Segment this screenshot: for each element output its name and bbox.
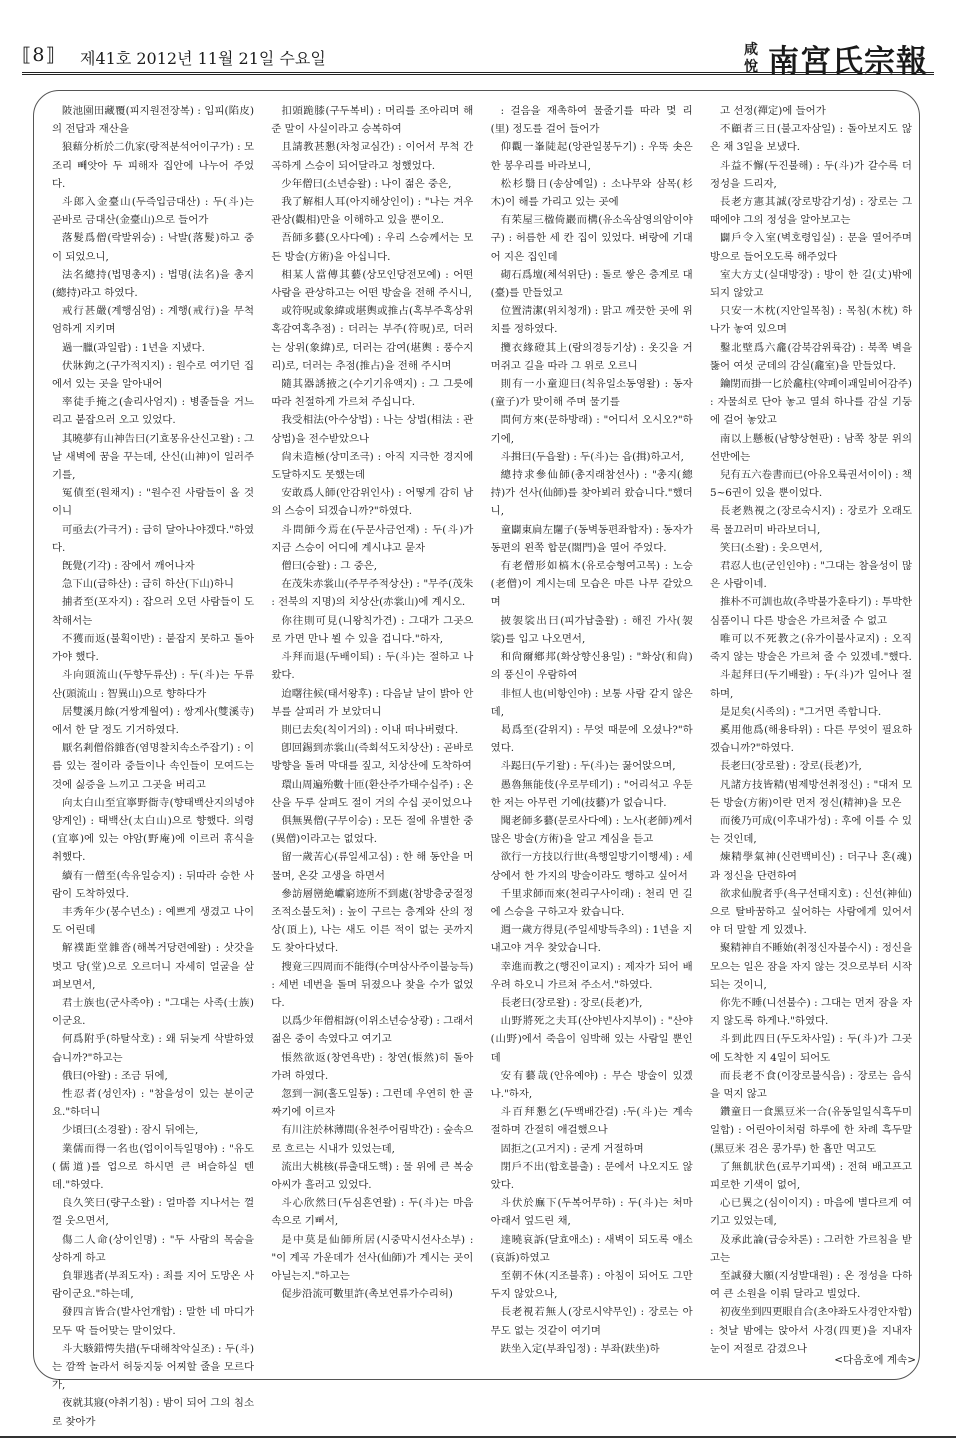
- paragraph: 不獲而返(불획이반) : 붙잡지 못하고 돌아가야 했다.: [52, 632, 254, 664]
- paragraph: 初夜坐到四更眼自合(초야좌도사경안자합) : 첫날 밤에는 앉아서 사경(四更)을 지내자 눈이 저절로 감겼으나: [709, 1306, 912, 1355]
- header-rule: [22, 72, 934, 78]
- page-header: [0, 0, 956, 80]
- paragraph: 童闢東扃左闥子(동벽동편좌합자) : 동자가 동편의 왼쪽 합문(閤門)을 열어 주었다.: [490, 523, 693, 554]
- paragraph: 達曉哀訴(달효애소) : 새벽이 되도록 애소(哀訴)하였고: [490, 1233, 693, 1264]
- paragraph: 斗郎入金臺山(두즉입금대산) : 두(斗)는 곧바로 금대산(金臺山)으로 들어가: [52, 196, 254, 227]
- paragraph: 俱無異僧(구무이승) : 모든 절에 유별한 중(異僧)이라고는 없었다.: [271, 814, 474, 846]
- paragraph: 位置淸潔(위치청개) : 맑고 깨끗한 곳에 위치를 정하였다.: [490, 305, 693, 336]
- issue-date: 제41호 2012년 11월 21일 수요일: [80, 49, 326, 68]
- page-number: ⟦8⟧: [22, 44, 56, 66]
- paragraph: 長老熟視之(장로숙시지) : 장로가 오래도록 물끄러미 바라보더니,: [709, 505, 912, 536]
- paragraph: 少頃曰(소경왈) : 잠시 뒤에는,: [62, 1124, 199, 1137]
- paragraph: 週一歲方得見(주일세방득추의) : 1년을 지내고야 겨우 찾았습니다.: [490, 924, 693, 955]
- paragraph: 性忍者(성인자) : "참을성이 있는 분이군요."하더니: [52, 1087, 254, 1119]
- paragraph: 斗到此四日(두도차사일) : 두(斗)가 그곳에 도착한 지 4일이 되어도: [709, 1033, 912, 1064]
- paragraph: 鑰閉而掛一匕於龕柱(약폐이괘일비어감주) : 자물쇠로 단아 놓고 열쇠 하나를 감실 기둥에 걸어 놓았고: [709, 378, 912, 427]
- paragraph: 我受相法(아수상법) : 나는 상법(相法 : 관상법)을 전수받았으나: [271, 414, 474, 445]
- paragraph: 曷爲至(갈위지) : 무엇 때문에 오셨나?"하였다.: [490, 723, 693, 755]
- paragraph: 向太白山至宜寧野衙寺(향태백산지의녕야양계인) : 태백산(太白山)으로 향했다. 의령(宜寧)에 있는 야암(野庵)에 이르러 휴식을 취했다.: [52, 796, 254, 864]
- paragraph: 且請教甚懇(차청교심간) : 이어서 무척 간곡하게 스승이 되어달라고 청했었다.: [271, 141, 474, 172]
- paragraph: 及承此論(급승차론) : 그러한 가르침을 받고는: [709, 1233, 912, 1264]
- paragraph: 斗向頭流山(두향두류산) : 두(斗)는 두류산(頭流山 : 智異山)으로 향하다가: [52, 669, 254, 700]
- paragraph: 伏牀鉤之(구가적지지) : 원수로 여기던 집에서 있는 곳을 알아내어: [52, 359, 254, 391]
- paragraph: 有老僧形如槁木(유로승형여고목) : 노승(老僧)이 계시는데 모습은 마른 나무 같았으며: [490, 560, 693, 609]
- paragraph: 急下山(급하산) : 급히 하산(下山)하니: [62, 578, 234, 591]
- paragraph: 了無飢狀色(료무기피색) : 전혀 배고프고 피로한 기색이 없어,: [709, 1160, 912, 1191]
- paragraph: 相某人當傳其藝(상모인당전모예) : 어떤 사람을 관상하고는 어떤 방술을 전해 주시니,: [271, 268, 474, 300]
- paragraph: 俄曰(아왈) : 조금 뒤에,: [62, 1069, 168, 1082]
- paragraph: 吾師多藝(오사다예) : 우리 스승께서는 모든 방술(方術)을 아십니다.: [271, 232, 474, 263]
- paragraph: 冤債至(원채지) : "원수진 사람들이 올 것이니: [52, 487, 254, 518]
- paragraph: 唯可以不死教之(유가이불사교지) : 오직 죽지 않는 방술은 가르쳐 줄 수 있겠네."했다.: [709, 632, 912, 664]
- paragraph: 聚精神自不睡始(취정신자불수시) : 정신을 모으는 일은 잠을 자지 않는 것으로부터 시작되는 것이니,: [709, 942, 912, 991]
- paragraph: 斗拜而退(두배이퇴) : 두(斗)는 절하고 나왔다.: [271, 651, 474, 682]
- paragraph: 參訪層巒絶巘窮迹所不到處(참방층궁절정조적소불도처) : 높이 구르는 층계와 산의 정상(頂上), 나는 새도 이른 적이 없는 곳까지도 찾아다녔다.: [271, 887, 474, 955]
- paragraph: 有川注於林薄間(유천주어림박간) : 숲속으로 흐르는 시내가 있었는데,: [271, 1124, 474, 1155]
- paragraph: 披袈裟出曰(피가납출왈) : 해진 가사(袈裟)를 입고 나오면서,: [490, 614, 693, 645]
- paragraph: 不顧者三日(불고자삼일) : 돌아보지도 않은 채 3일을 보냈다.: [709, 123, 912, 154]
- paragraph: 南以上懸板(남향상현판) : 남쪽 창문 위의 선반에는: [709, 432, 912, 463]
- paragraph: 是中莫是仙師所居(시중막시선사소부) : "이 계곡 가운데가 선사(仙師)가 계시는 곳이 아닐는지."하고는: [271, 1233, 474, 1282]
- paragraph: 趺坐入定(부좌입정) : 부좌(趺坐)하: [500, 1342, 660, 1355]
- paragraph: 斗大駭錯愕失措(두대해착악실조) : 두(斗)는 깜짝 놀라서 허둥지둥 어찌할 줄을 모르다가,: [52, 1342, 254, 1392]
- paragraph: 安有藝哉(안유예야) : 무슨 방술이 있겠나."하자,: [490, 1069, 693, 1100]
- text-column-4: [710, 102, 912, 1372]
- paragraph: 只安一木枕(지안일목침) : 목침(木枕) 하나가 놓여 있으며: [709, 305, 912, 336]
- paragraph: 搜竟三四周而不能得(수며삼사주이불능득) : 세번 네번을 돌며 뒤졌으나 찾을 수가 없었다.: [271, 960, 474, 1009]
- masthead-title: 南宮氏宗報: [768, 44, 928, 80]
- paragraph: 而長老不食(이장로불식음) : 장로는 음식을 먹지 않고: [709, 1069, 912, 1100]
- paragraph: 長老曰(장로왈) : 장로(長老)가,: [500, 996, 643, 1009]
- paragraph: 斗揖曰(두읍왈) : 두(斗)는 읍(揖)하고서,: [500, 450, 684, 463]
- paragraph: 奚用他爲(해용타위) : 다른 무엇이 필요하겠습니까?"하였다.: [709, 723, 912, 755]
- paragraph: 落髮爲僧(락발위승) : 낙발(落髮)하고 중이 되었으니,: [52, 232, 254, 263]
- paragraph: 戒行甚嚴(계행심엄) : 계행(戒行)을 무척 엄하게 지키며: [52, 305, 254, 336]
- paragraph: 其曉夢有山神告曰(기효몽유산신고왈) : 그날 새벽에 꿈을 꾸는데, 산신(山神)이 일러주기를,: [52, 432, 254, 482]
- paragraph: 고 선정(禪定)에 들어가: [719, 105, 826, 117]
- paragraph: 長老視若無人(장로시약무인) : 장로는 아무도 없는 것같이 여기며: [490, 1306, 693, 1337]
- paragraph: 僧曰(승왈) : 그 중은,: [281, 560, 378, 573]
- paragraph: 閉戶不出(합호불출) : 문에서 나오지도 않았다.: [490, 1160, 693, 1191]
- paragraph: 仰觀一峯陡起(앙관일봉두기) : 우뚝 솟은 한 봉우리를 바라보니,: [490, 141, 693, 172]
- paragraph: 在茂朱赤裳山(주무주적상산) : "무주(茂朱 : 전북의 지명)의 치상산(赤裳山)에 계시오.: [271, 578, 474, 609]
- paragraph: 忽到一洞(홀도일동) : 그런데 우연히 한 골짜기에 이르자: [271, 1087, 474, 1119]
- paragraph: 則有一小童迎曰(칙유일소동영왈) : 동자(童子)가 맞이해 주며 물기를: [490, 378, 693, 409]
- paragraph: 心已異之(심이이지) : 마음에 별다르게 여기고 있었는데,: [709, 1197, 912, 1228]
- paragraph: 室大方丈(실대방장) : 방이 한 길(丈)밖에 되지 않았고: [709, 268, 912, 300]
- text-column-3: [491, 102, 693, 1372]
- paragraph: 斗起拜曰(두기배왈) : 두(斗)가 일어나 절하며,: [709, 669, 912, 700]
- paragraph: 流出大桃核(류출대도핵) : 물 위에 큰 복숭아씨가 흘러고 있었다.: [271, 1160, 474, 1191]
- paragraph: 是足矣(시족의) : "그거면 족합니다.: [719, 705, 882, 718]
- paragraph: 斗心欣然曰(두심흔연왈) : 두(斗)는 마음 속으로 기뻐서,: [271, 1197, 474, 1228]
- paragraph: 安敢爲人師(안감위인사) : 어떻게 감히 남의 스승이 되겠습니까?"하였다.: [271, 487, 474, 518]
- paragraph: 松杉翳日(송삼예일) : 소나무와 삼목(杉木)이 해를 가리고 있는 곳에: [490, 177, 693, 209]
- paragraph: 率徒手掩之(솔리사엄지) : 병졸들을 거느리고 붙잡으러 오고 있었다.: [52, 396, 254, 427]
- paragraph: 君忍人也(군인인야) : "그대는 참을성이 많은 사람이네.: [709, 560, 912, 591]
- paragraph: 以爲少年僧相訝(이위소년승상광) : 그래서 젊은 중이 속였다고 여기고: [271, 1015, 474, 1046]
- paragraph: 闢戶令入室(벽호령입실) : 문을 열어주며 방으로 들어오도록 해주었다: [709, 232, 912, 263]
- paragraph: 旣覺(기각) : 잠에서 깨어나자: [62, 560, 195, 573]
- paragraph: 至朝不休(지조불휴) : 아침이 되어도 그만두지 않았으나,: [490, 1270, 693, 1301]
- paragraph: 至誠發大願(지성발대원) : 온 정성을 다하여 큰 소원을 이뤄 달라고 빌었다.: [709, 1270, 912, 1301]
- paragraph: 笑曰(소왈) : 웃으면서,: [719, 541, 823, 554]
- paragraph: 發四言皆合(발사언개합) : 말한 네 마디가 모두 딱 들어맞는 말이었다.: [52, 1306, 254, 1337]
- paragraph: 千里求師而來(천리구사이래) : 천리 먼 길에 스승을 구하고자 왔습니다.: [490, 887, 693, 918]
- paragraph: 法名總持(법명총지) : 법명(法名)을 총지(總持)라고 하였다.: [52, 268, 254, 300]
- paragraph: 少年僧曰(소년승왈) : 나이 젊은 중은,: [281, 177, 452, 190]
- paragraph: 過一臘(과일랍) : 1년을 지냈다.: [62, 341, 205, 354]
- paragraph: 扣頭跪膝(구두복비) : 머리를 조아리며 해준 말이 사실이라고 승복하여: [271, 105, 474, 136]
- paragraph: 和尙爾鄕邦(화상향신용일) : "화상(和尙)의 풍신이 우람하여: [490, 651, 693, 682]
- paragraph: 厭名剎僧俗雜沓(염명찰치속소주잡기) : 이름 있는 절이라 중들이나 속인들이 모여드는 것에 싫증을 느끼고 그곳을 버리고: [52, 742, 254, 791]
- paragraph: 迨曙往候(태서왕후) : 다음날 날이 밝아 안부를 살피러 가 보았더니: [271, 687, 474, 718]
- paragraph: 愚魯無能伎(우로무테기) : "어리석고 우둔한 저는 아무런 기예(技藝)가 없습니다.: [490, 778, 693, 809]
- text-column-2: [271, 102, 473, 1372]
- paragraph: 良久笑曰(량구소왈) : 얼마쯤 지나서는 껄껄 웃으면서,: [52, 1197, 254, 1228]
- paragraph: 解襆距堂雜沓(해복거당련예왈) : 삿갓을 벗고 당(堂)으로 오르더니 자세히 얼굴을 살펴보면서,: [52, 942, 254, 991]
- paragraph: 傷二人命(상이인명) : "두 사람의 목숨을 상하게 하고: [52, 1233, 254, 1264]
- paragraph: 斗跽曰(두기왈) : 두(斗)는 꿇어앉으며,: [500, 760, 676, 773]
- paragraph: 長老方憲其誠(장로방감기성) : 장로는 그때에야 그의 정성을 알아보고는: [709, 196, 912, 227]
- paragraph: 斗百拜懇乞(두백배간걸) :두(斗)는 계속 절하며 간절히 애걸했으나: [490, 1106, 693, 1137]
- paragraph: 尙未造極(상미조극) : 아직 지극한 경지에 도달하지도 못했는데: [271, 450, 474, 482]
- paragraph: 我了解相人耳(아지해상인이) : "나는 겨우 관상(觀相)만을 이해하고 있을 뿐이오.: [271, 196, 474, 227]
- paragraph: 何爲附乎(하탈삭호) : 왜 뒤늦게 삭발하였습니까?"하고는: [52, 1033, 254, 1064]
- paragraph: 居雙溪月餘(거쌍계월여) : 쌍계사(雙溪寺)에서 한 달 정도 기거하였다.: [52, 705, 254, 736]
- text-column-1: [52, 102, 254, 1428]
- paragraph: 則已去矣(칙이거의) : 이내 떠나버렸다.: [281, 723, 459, 736]
- paragraph: 你往則可見(니왕칙가견) : 그대가 그곳으로 가면 만나 뵐 수 있을 겁니다."하자,: [271, 614, 474, 645]
- paragraph: 鑽童日一食黑豆米一合(유동일일식흑두미일합) : 어린아이처럼 하루에 한 차례 흑두말(黑豆米 검은 콩가루) 한 홉만 먹고도: [709, 1106, 912, 1155]
- paragraph: 留一歲苦心(류일세고심) : 한 해 동안을 머물며, 온갖 고생을 하면서: [271, 851, 474, 882]
- paragraph: 欲求仙脫者乎(욕구선태지호) : 신선(神仙)으로 탈바꿈하고 싶어하는 사람에게 있어서야 더 말할 게 있겠나.: [709, 887, 912, 937]
- paragraph: 煉精學氣神(신련백비신) : 더구나 혼(魂)과 정신을 단련하여: [709, 851, 912, 882]
- paragraph: 或符呪或象緯或堪輿或推占(혹부주혹상위혹감여혹추점) : 더러는 부주(符呪)로, 더러는 상위(象緯)로, 더러는 감여(堪輿 : 풍수지리)로, 더러는 추점(推占)을 전해 주시며: [271, 305, 474, 372]
- paragraph: 長老曰(장로왈) : 장로(長老)가,: [719, 760, 862, 773]
- paragraph: 攬衣緣磴其上(람의경등기상) : 옷깃을 거머쥐고 길을 따라 그 위로 오르니: [490, 341, 693, 372]
- paragraph: 兒有五六卷書而已(아유오륙권서이이) : 책 5~6권이 있을 뿐이었다.: [709, 469, 912, 500]
- paragraph: 業儒而得一名也(업이이득일명야) : "유도(儒道)를 업으로 하시면 큰 벼슬하실 텐데."하였다.: [52, 1142, 254, 1191]
- paragraph: 而後乃可成(이후내가성) : 후에 이를 수 있는 것인데,: [709, 814, 912, 846]
- paragraph: 續有一僧至(속유일승지) : 뒤따라 승한 사람이 도착하였다.: [52, 869, 254, 900]
- paragraph: 聞老師多藝(문로사다예) : 노사(老師)께서 많은 방술(方術)을 알고 계심을 듣고: [490, 814, 693, 846]
- masthead-small: [744, 42, 758, 76]
- paragraph: 丰秀年少(봉수년소) : 예쁘게 생겼고 나이도 어린데: [52, 905, 254, 937]
- paragraph: 欲行一方技以行世(욕행일방기이행세) : 세상에서 한 가지의 방술이라도 행하고 싶어서: [490, 851, 693, 882]
- paragraph: 促步沿流可數里許(촉보연류가수리허): [281, 1288, 453, 1301]
- paragraph: 卽回錫到赤裳山(즉회석도치상산) : 곧바로 방향을 돌려 막대를 짚고, 치상산에 도착하여: [271, 742, 474, 773]
- paragraph: 可亟去(가극거) : 급히 달아나야겠다."하였다.: [52, 523, 254, 554]
- paragraph: : 걸음을 재촉하여 물줄기를 따라 몇 리(里) 정도를 걸어 들어가: [490, 105, 693, 136]
- paragraph: 問何方來(문하방래) : "어디서 오시오?"하기에,: [490, 414, 693, 445]
- paragraph: 環山周遍殆數十匝(환산주가태수십주) : 온 산을 두루 살펴도 절이 거의 수십 곳이었으나: [271, 778, 474, 809]
- paragraph: 陂池園田藏覆(피지원전장복) : 입피(陷皮)의 전답과 재산을: [52, 105, 254, 136]
- paragraph: 夜就其寢(야취기침) : 밤이 되어 그의 침소로 찾아가: [52, 1397, 254, 1428]
- paragraph: 山野將死之夫耳(산야빈사지부이) : "산야(山野)에서 죽음이 임박해 있는 사람일 뿐인데: [490, 1015, 693, 1064]
- paragraph: 捕者至(포자지) : 잡으러 오던 사람들이 도착해서는: [52, 596, 254, 627]
- masthead-small-bottom: 悅: [744, 58, 758, 75]
- paragraph: 負罪逃者(부죄도자) : 죄를 지어 도망온 사람이군요."하는데,: [52, 1270, 254, 1301]
- footer-rule: [0, 1436, 956, 1438]
- article-columns: [52, 102, 912, 1428]
- paragraph: 砌石爲壇(체석위단) : 돌로 쌓은 층계로 대(臺)를 만들었고: [490, 268, 693, 300]
- paragraph: 狼藉分析於二仇家(랑적분석어이구가) : 모조리 빼앗아 두 피해자 집안에 나누어 주었다.: [52, 141, 254, 190]
- paragraph: 隨其器誘掖之(수기기유액지) : 그 그릇에 따라 친절하게 가르쳐 주십니다.: [271, 378, 474, 409]
- paragraph: 你先不睡(니선불수) : 그대는 먼저 잠을 자지 않도록 하게나."하였다.: [709, 996, 912, 1028]
- continued-note: <다음호에 계속>: [834, 1354, 916, 1366]
- paragraph: 斗伏於廡下(두복어무하) : 두(斗)는 처마 아래서 엎드린 채,: [490, 1197, 693, 1228]
- paragraph: 鑿北壁爲六龕(감북감위륙감) : 북쪽 벽을 뚫어 여섯 군데의 감실(龕室)을 만들었다.: [709, 341, 912, 372]
- paragraph: 推朴不可訓也故(추박불가훈타기) : 투박한 심품이니 다른 방술은 가르쳐줄 수 없고: [709, 596, 912, 627]
- paragraph: 君士族也(군사족야) : "그대는 사족(士族)이군요.: [52, 996, 254, 1028]
- paragraph: 斗益不懈(두진불해) : 두(斗)가 갈수록 더 정성을 드리자,: [709, 159, 912, 190]
- paragraph: 凡諸方技皆精(범제방선취정신) : "대저 모든 방술(方術)이란 먼저 정신(精神)을 모은: [709, 778, 912, 809]
- paragraph: 悵然欲返(창연욕반) : 창연(悵然)히 돌아가려 하였다.: [271, 1051, 474, 1082]
- paragraph: 總持求參仙師(총지래참선사) : "총지(總持)가 선사(仙師)를 찾아뵈러 왔습니다."했더니,: [490, 469, 693, 518]
- paragraph: 斗問師今焉在(두문사금언재) : 두(斗)가 지금 스승이 어디에 계시냐고 묻자: [271, 523, 474, 554]
- paragraph: 固拒之(고거지) : 굳게 거절하며: [500, 1142, 644, 1155]
- paragraph: 非恒人也(비항인야) : 보통 사람 같지 않은데,: [490, 687, 693, 718]
- masthead-small-top: 咸: [744, 41, 758, 58]
- paragraph: 有茱屋三楹倚巖而構(유소옥삼영의암이야구) : 허름한 세 칸 집이 있었다. 벼랑에 기대어 지은 집인데: [490, 214, 693, 263]
- paragraph: 幸進而教之(행진이교지) : 제자가 되어 배우려 하오니 가르쳐 주소서."하였다.: [490, 960, 693, 991]
